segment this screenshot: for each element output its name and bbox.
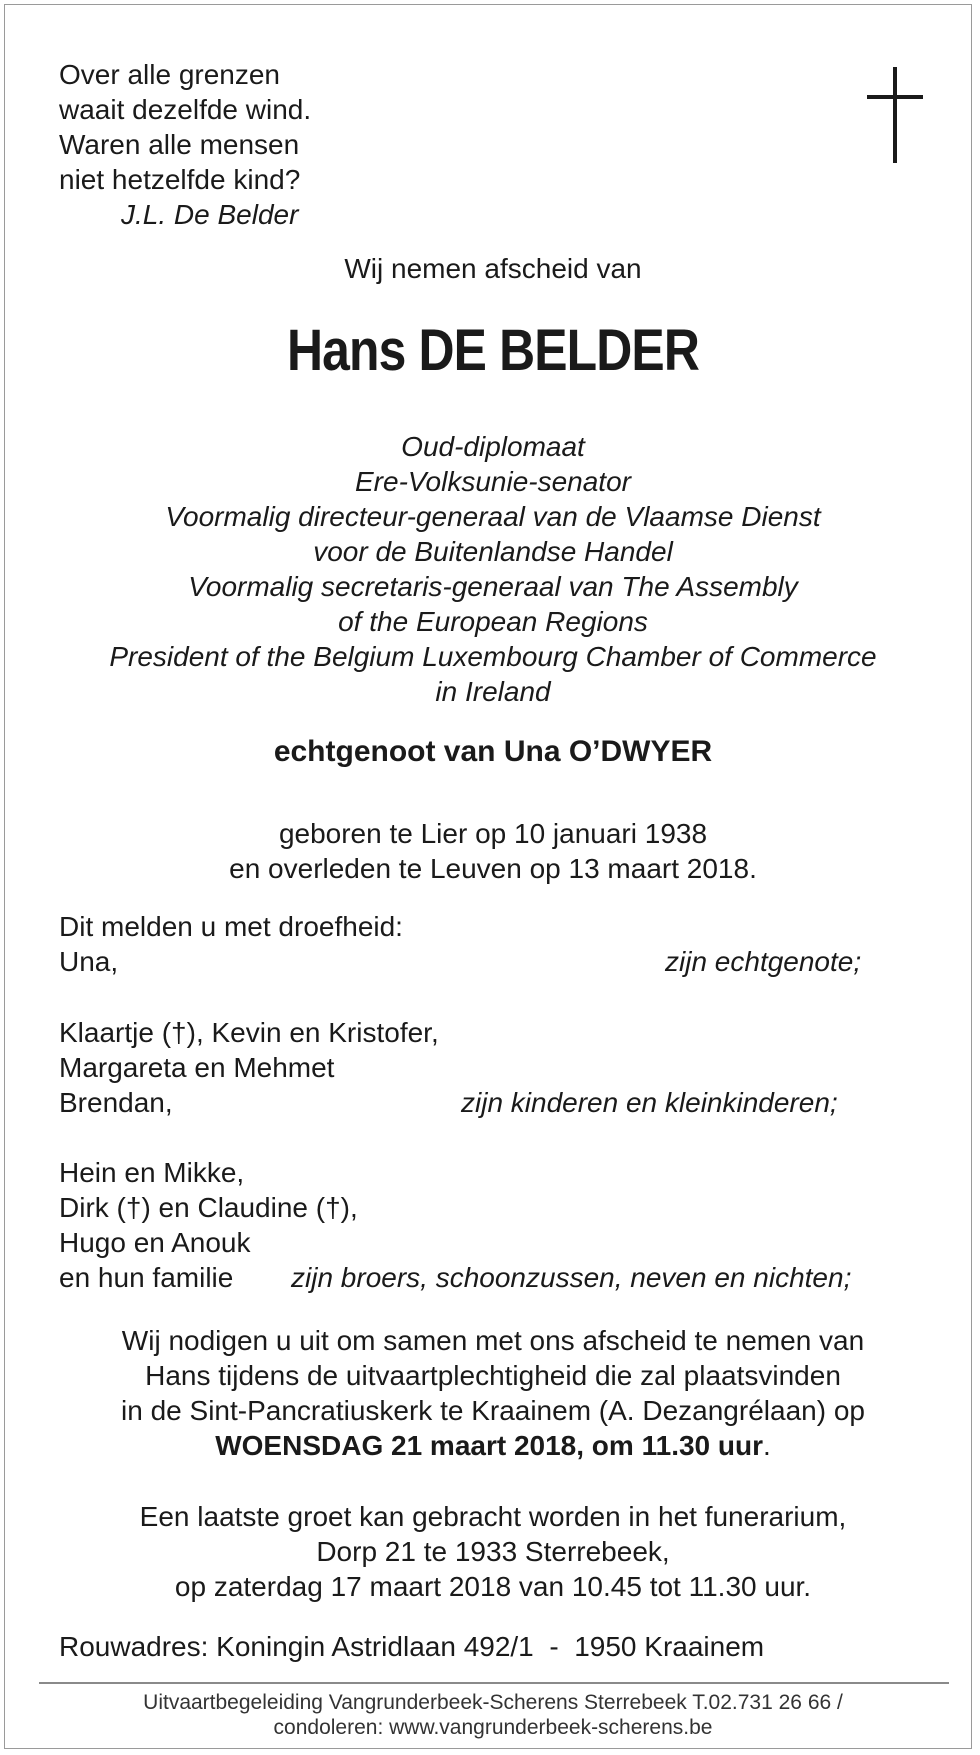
life-dates [5, 816, 980, 886]
title-line: Ere-Volksunie-senator [355, 466, 631, 497]
poem [59, 57, 311, 232]
poem-line: niet hetzelfde kind? [59, 164, 301, 195]
footer [5, 1690, 980, 1740]
obituary-card [4, 4, 972, 1749]
deceased-name: Hans DE BELDER [286, 318, 700, 383]
funeral-date-line: WOENSDAG 21 maart 2018, om 11.30 uur. [215, 1430, 771, 1461]
family-relation: zijn kinderen en kleinkinderen; [461, 1087, 838, 1118]
poem-author: J.L. De Belder [121, 199, 299, 230]
family-names: Una, [59, 946, 119, 977]
greeting-line: Dorp 21 te 1933 Sterrebeek, [316, 1536, 670, 1567]
title-line: Voormalig directeur-generaal van de Vlaamse Dienst [165, 501, 821, 532]
family-names: Dirk (†) en Claudine (†), [59, 1192, 358, 1223]
last-greeting [5, 1499, 980, 1604]
family-row [59, 1085, 919, 1120]
title-line: of the European Regions [338, 606, 648, 637]
funeral-invitation [5, 1323, 980, 1463]
poem-line: Over alle grenzen [59, 59, 281, 90]
title-line: Voormalig secretaris-generaal van The Assembly [188, 571, 798, 602]
spouse-line: echtgenoot van Una O’DWYER [273, 735, 713, 768]
death-line: en overleden te Leuven op 13 maart 2018. [229, 853, 757, 884]
funeral-director: Uitvaartbegeleiding Vangrunderbeek-Scherens Sterrebeek T.02.731 26 66 / [143, 1691, 843, 1714]
family-row [59, 944, 919, 979]
title-line: President of the Belgium Luxembourg Chamber of Commerce [109, 641, 877, 672]
titles-list [5, 429, 980, 709]
family-names: en hun familie [59, 1262, 234, 1293]
invite-line: Hans tijdens de uitvaartplechtigheid die zal plaatsvinden [145, 1360, 841, 1391]
greeting-line: Een laatste groet kan gebracht worden in het funerarium, [139, 1501, 847, 1532]
family-relation: zijn echtgenote; [665, 946, 862, 977]
family-names: Margareta en Mehmet [59, 1052, 335, 1083]
invite-line: in de Sint-Pancratiuskerk te Kraainem (A. Dezangrélaan) op [121, 1395, 865, 1426]
family-names: Klaartje (†), Kevin en Kristofer, [59, 1017, 439, 1048]
poem-line: waait dezelfde wind. [59, 94, 312, 125]
divider [39, 1682, 949, 1684]
greeting-line: op zaterdag 17 maart 2018 van 10.45 tot 11.30 uur. [174, 1571, 812, 1602]
family-relation: zijn broers, schoonzussen, neven en nichten; [291, 1262, 852, 1293]
family-names: Hugo en Anouk [59, 1227, 251, 1258]
birth-line: geboren te Lier op 10 januari 1938 [278, 818, 708, 849]
poem-line: Waren alle mensen [59, 129, 300, 160]
cross-icon [867, 67, 923, 163]
family-group-siblings [59, 1155, 919, 1295]
family-group-children [59, 1015, 919, 1120]
condolence-link[interactable]: condoleren: www.vangrunderbeek-scherens.be [273, 1716, 713, 1739]
title-line: Oud-diplomaat [401, 431, 585, 462]
family-header: Dit melden u met droefheid: [59, 911, 403, 942]
intro-text: Wij nemen afscheid van [344, 253, 642, 284]
invite-line: Wij nodigen u uit om samen met ons afscheid te nemen van [121, 1325, 865, 1356]
family-names: Brendan, [59, 1087, 173, 1118]
title-line: voor de Buitenlandse Handel [313, 536, 673, 567]
mourning-address: Rouwadres: Koningin Astridlaan 492/1 - 1950 Kraainem [59, 1631, 765, 1662]
title-line: in Ireland [435, 676, 551, 707]
family-row [59, 1260, 919, 1295]
family-group-spouse [59, 909, 919, 979]
funeral-date: WOENSDAG 21 maart 2018, om 11.30 uur [215, 1430, 763, 1461]
family-names: Hein en Mikke, [59, 1157, 245, 1188]
